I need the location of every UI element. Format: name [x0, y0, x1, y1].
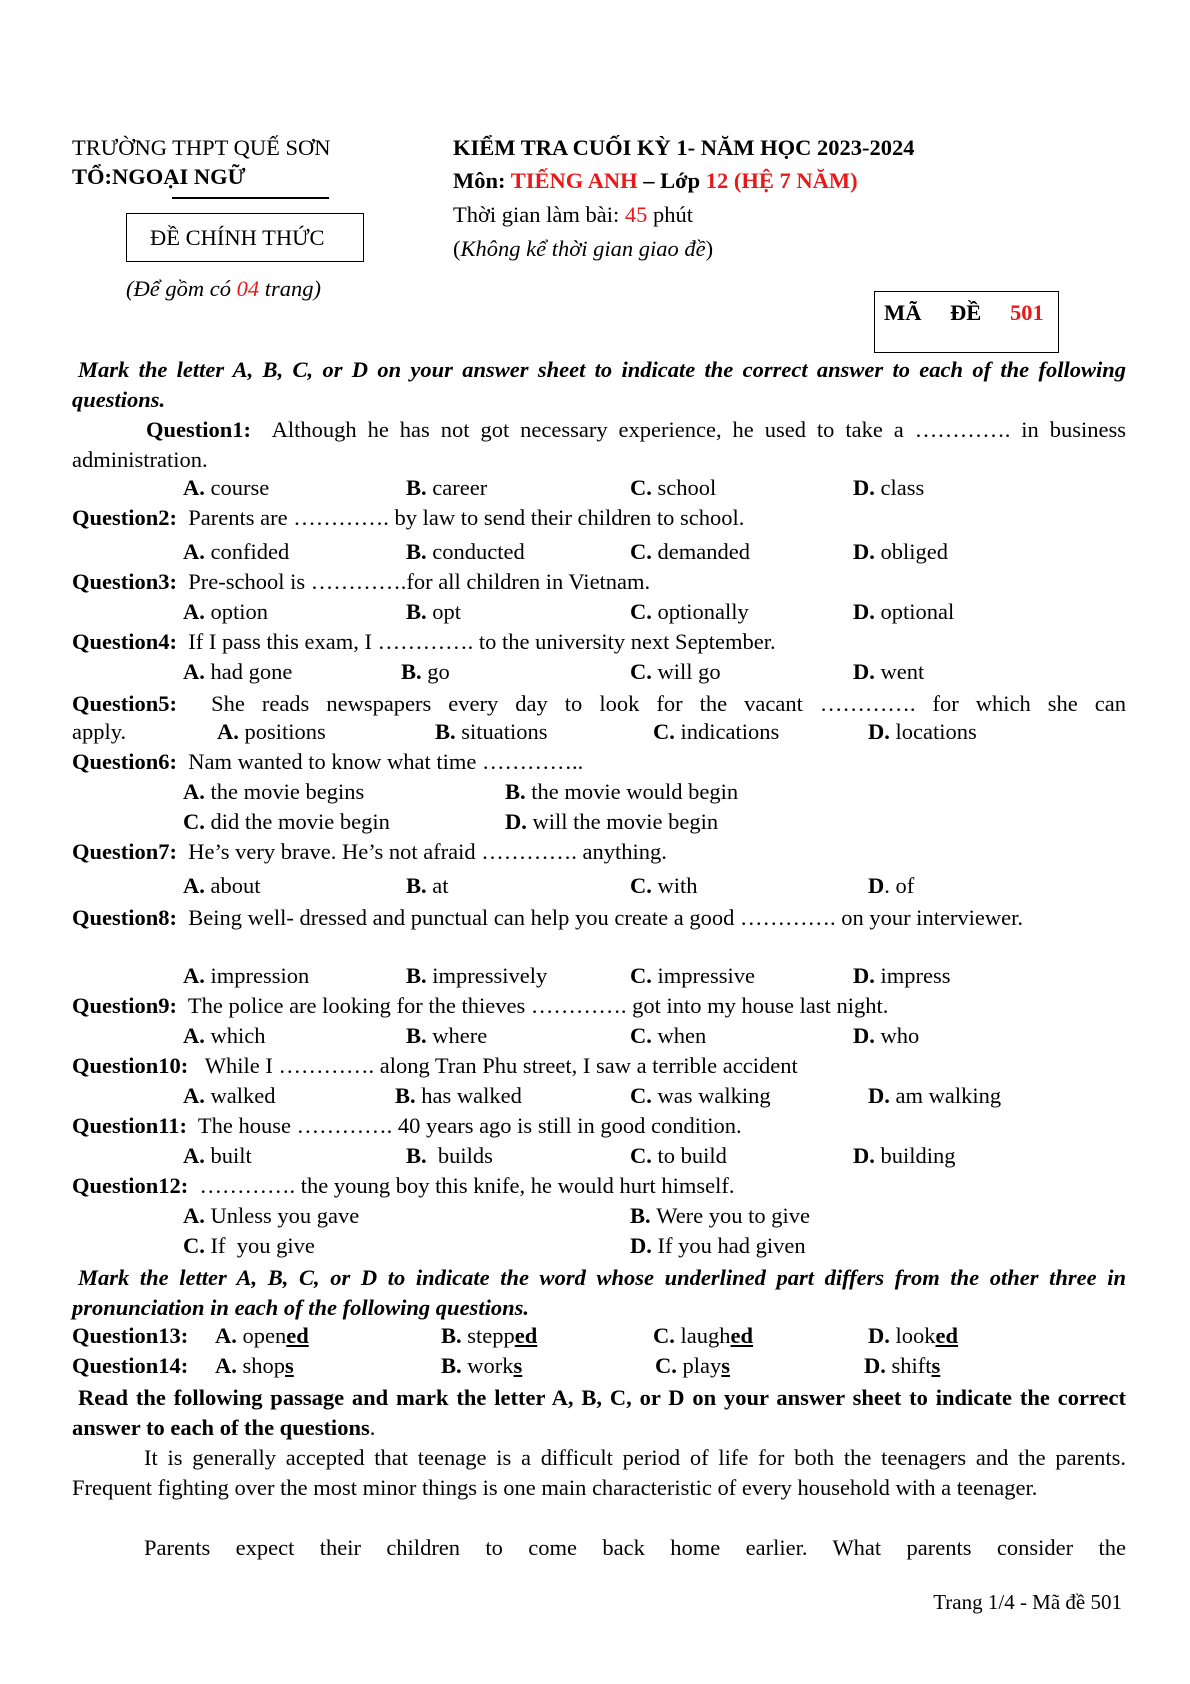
questions-q12-c: If you give	[210, 1233, 315, 1258]
q1-option-b[interactable]	[406, 475, 487, 501]
pron-q14-a-pre: shop	[242, 1353, 286, 1378]
pron-q13-c-pre: laugh	[680, 1323, 731, 1348]
letters-c: C.	[630, 1143, 652, 1168]
questions-q9-c: when	[657, 1023, 707, 1048]
letters-d: D.	[505, 809, 527, 834]
time-note-text: Không kể thời gian giao đề	[460, 236, 706, 261]
questions-q7-b: at	[432, 873, 449, 898]
q10-option-d[interactable]	[868, 1083, 1001, 1109]
questions-q5-c: indications	[680, 719, 780, 744]
pages-count: 04	[236, 276, 260, 301]
question-7	[72, 839, 667, 865]
question-12	[72, 1173, 734, 1199]
question-6	[72, 749, 583, 775]
letters-d: D.	[868, 1323, 890, 1348]
section1-instruction: Mark the letter A, B, C, or D on your answer sheet to indicate the correct answer to each of the following questions.	[72, 357, 1126, 412]
questions-q2-c: demanded	[657, 539, 750, 564]
section2-instruction: Mark the letter A, B, C, or D to indicate the word whose underlined part differs from the other three in pronunciation in each of the following questions.	[72, 1265, 1126, 1320]
letters-c: C.	[653, 1323, 675, 1348]
q3-option-d[interactable]	[853, 599, 954, 625]
letters-c: C.	[630, 1023, 652, 1048]
pron-q13-b-pre: stepp	[467, 1323, 515, 1348]
pages-note	[126, 276, 321, 302]
q5-option-c[interactable]	[653, 719, 779, 745]
letters-d: D.	[630, 1233, 652, 1258]
pron-q14-a-ul: s	[285, 1353, 294, 1378]
letters-a: A.	[215, 1323, 237, 1348]
questions-q10-c: was walking	[657, 1083, 771, 1108]
letters-c: C.	[630, 475, 652, 500]
questions-q6-d: will the movie begin	[532, 809, 719, 834]
questions-q9-d: who	[880, 1023, 920, 1048]
q2-option-a[interactable]	[183, 539, 289, 565]
question-9-label: Question9:	[72, 993, 178, 1018]
question-12-label: Question12:	[72, 1173, 189, 1198]
question-2-stem: Parents are …………. by law to send their children to school.	[188, 505, 745, 530]
questions-q7-d: of	[895, 873, 915, 898]
letters-d: D.	[868, 719, 890, 744]
exam-code-label-1: MÃ	[884, 300, 922, 325]
questions-q8-b: impressively	[432, 963, 548, 988]
question-4	[72, 629, 776, 655]
q6-option-b[interactable]	[505, 779, 738, 805]
question-3	[72, 569, 650, 595]
questions-q10-b: has walked	[421, 1083, 522, 1108]
q12-option-d[interactable]	[630, 1233, 806, 1259]
q8-option-b[interactable]	[406, 963, 547, 989]
q13-option-d[interactable]	[868, 1323, 958, 1349]
letters-d-plain: D	[868, 873, 885, 898]
questions-q10-a: walked	[210, 1083, 276, 1108]
questions-q2-d: obliged	[880, 539, 948, 564]
questions-q1-a: course	[210, 475, 270, 500]
question-4-label: Question4:	[72, 629, 178, 654]
q12-option-b[interactable]	[630, 1203, 810, 1229]
question-1-stem: Although he has not got necessary experience, he used to take a …………. in business administration.	[72, 417, 1126, 472]
letters-b: B.	[505, 779, 526, 804]
letters-b: B.	[406, 963, 427, 988]
q13-option-b[interactable]	[441, 1323, 537, 1349]
letters-d: D.	[853, 599, 875, 624]
questions-q10-d: am walking	[895, 1083, 1002, 1108]
subject-value: TIẾNG ANH	[510, 168, 638, 193]
q6-option-a[interactable]	[183, 779, 364, 805]
question-1-label: Question1:	[146, 417, 252, 442]
question-5-stem: She reads newspapers every day to look for the vacant …………. for which she can	[211, 691, 1126, 716]
letters-b: B.	[441, 1353, 462, 1378]
grade-value: 12 (HỆ 7 NĂM)	[705, 168, 858, 193]
questions-q3-b: opt	[432, 599, 462, 624]
time-unit: phút	[647, 202, 693, 227]
department-name: TỔ:NGOẠI NGỮ	[72, 164, 246, 189]
questions-q4-b: go	[427, 659, 450, 684]
letters-b: B.	[435, 719, 456, 744]
grade-label: – Lớp	[637, 168, 706, 193]
passage-paragraph-1: It is generally accepted that teenage is a difficult period of life for both the teenagers and the parents. Frequent fighting over the most minor things is one main characteristic of every household with a teenager.	[72, 1445, 1126, 1500]
question-7-label: Question7:	[72, 839, 178, 864]
letters-c: C.	[630, 963, 652, 988]
q8-option-c[interactable]	[630, 963, 755, 989]
letters-b: B.	[401, 659, 422, 684]
q5-option-b[interactable]	[435, 719, 548, 745]
letters-b: B.	[395, 1083, 416, 1108]
question-7-stem: He’s very brave. He’s not afraid …………. anything.	[188, 839, 667, 864]
q11-option-a[interactable]	[183, 1143, 252, 1169]
question-14-label: Question14:	[72, 1353, 189, 1378]
letters-b: B.	[441, 1323, 462, 1348]
questions-q1-c: school	[657, 475, 717, 500]
page-footer: Trang 1/4 - Mã đề 501	[933, 1590, 1122, 1614]
question-10-label: Question10:	[72, 1053, 189, 1078]
exam-code-value: 501	[1010, 300, 1044, 325]
letters-a: A.	[217, 719, 239, 744]
question-11-stem: The house …………. 40 years ago is still in good condition.	[197, 1113, 742, 1138]
subject-label: Môn:	[453, 168, 511, 193]
question-2-label: Question2:	[72, 505, 178, 530]
letters-b: B.	[406, 873, 427, 898]
letters-c: C.	[183, 809, 205, 834]
letters-a: A.	[183, 475, 205, 500]
q9-option-a[interactable]	[183, 1023, 266, 1049]
q4-option-d[interactable]	[853, 659, 924, 685]
question-4-stem: If I pass this exam, I …………. to the university next September.	[188, 629, 776, 654]
q3-option-b[interactable]	[406, 599, 461, 625]
pron-q14-d-ul: s	[931, 1353, 941, 1378]
question-10	[72, 1053, 798, 1079]
time-value: 45	[624, 202, 648, 227]
letters-c: C.	[630, 659, 652, 684]
q14-option-d[interactable]	[864, 1353, 940, 1379]
pron-q14-d-pre: shift	[891, 1353, 932, 1378]
letters-a: A.	[183, 659, 205, 684]
letters-a: A.	[183, 873, 205, 898]
question-6-stem: Nam wanted to know what time …………..	[188, 749, 584, 774]
letters-b: B.	[406, 599, 427, 624]
letters-d: D.	[868, 1083, 890, 1108]
questions-q9-b: where	[432, 1023, 488, 1048]
questions-q8-a: impression	[210, 963, 310, 988]
questions-q7-c: with	[657, 873, 698, 898]
time-label: Thời gian làm bài:	[453, 202, 625, 227]
question-9	[72, 993, 888, 1019]
question-2	[72, 505, 744, 531]
q1-option-d[interactable]	[853, 475, 924, 501]
letters-c: C.	[183, 1233, 205, 1258]
pages-note-post: trang)	[259, 276, 321, 301]
question-9-stem: The police are looking for the thieves …………. got into my house last night.	[187, 993, 889, 1018]
q10-option-c[interactable]	[630, 1083, 771, 1109]
q7-option-c[interactable]	[630, 873, 698, 899]
questions-q12-b: Were you to give	[656, 1203, 811, 1228]
question-5-end: apply.	[72, 719, 127, 744]
q8-option-a[interactable]	[183, 963, 309, 989]
letters-d: D.	[853, 1143, 875, 1168]
question-5	[72, 689, 1126, 719]
questions-q4-d: went	[880, 659, 925, 684]
pron-q13-d-pre: look	[895, 1323, 936, 1348]
section3-instruction	[72, 1383, 1126, 1443]
letters-c: C.	[653, 719, 675, 744]
q11-option-b[interactable]	[406, 1143, 493, 1169]
letters-d: D.	[853, 1023, 875, 1048]
letters-a: A.	[183, 779, 205, 804]
q7-option-b[interactable]	[406, 873, 449, 899]
q7-option-d[interactable]: D. of	[868, 873, 915, 898]
letters-a: A.	[183, 963, 205, 988]
letters-b: B.	[406, 1023, 427, 1048]
questions-q4-a: had gone	[210, 659, 293, 684]
letters-a: A.	[183, 1023, 205, 1048]
header-divider	[172, 197, 329, 199]
questions-q2-a: confided	[210, 539, 290, 564]
q14-option-c[interactable]	[655, 1353, 730, 1379]
q6-option-d[interactable]	[505, 809, 718, 835]
letters-a: A.	[183, 539, 205, 564]
questions-q5-d: locations	[895, 719, 977, 744]
question-1	[72, 415, 1126, 475]
questions-q8-c: impressive	[657, 963, 755, 988]
q9-option-c[interactable]	[630, 1023, 706, 1049]
letters-c: C.	[630, 539, 652, 564]
pron-q13-c-ul: ed	[730, 1323, 753, 1348]
letters-a: A.	[183, 1083, 205, 1108]
question-3-label: Question3:	[72, 569, 178, 594]
letters-a: A.	[215, 1353, 237, 1378]
q4-option-a[interactable]	[183, 659, 292, 685]
letters-d: D.	[853, 539, 875, 564]
q4-option-b[interactable]	[401, 659, 450, 685]
question-6-label: Question6:	[72, 749, 178, 774]
letters-b: B.	[406, 475, 427, 500]
questions-q7-a: about	[210, 873, 261, 898]
q7-option-a[interactable]	[183, 873, 261, 899]
question-8	[72, 903, 1126, 933]
letters-c: C.	[630, 873, 652, 898]
q12-option-a[interactable]	[183, 1203, 359, 1229]
letters-b: B.	[406, 1143, 427, 1168]
q1-option-c[interactable]	[630, 475, 716, 501]
questions-q3-a: option	[210, 599, 269, 624]
questions-q6-a: the movie begins	[210, 779, 365, 804]
letters-c: C.	[630, 1083, 652, 1108]
questions-q2-b: conducted	[432, 539, 525, 564]
q2-option-b[interactable]	[406, 539, 525, 565]
q14-option-a[interactable]	[215, 1353, 294, 1379]
passage-paragraph-2: Parents expect their children to come back home earlier. What parents consider the	[144, 1535, 1126, 1560]
questions-q9-a: which	[210, 1023, 266, 1048]
official-label: ĐỀ CHÍNH THỨC	[150, 225, 325, 250]
questions-q11-a: built	[210, 1143, 252, 1168]
q10-option-b[interactable]	[395, 1083, 522, 1109]
question-5-label: Question5:	[72, 691, 178, 716]
questions-q8-d: impress	[880, 963, 951, 988]
questions-q4-c: will go	[657, 659, 721, 684]
letters-b: B.	[630, 1203, 651, 1228]
q9-option-d[interactable]	[853, 1023, 919, 1049]
question-8-label: Question8:	[72, 905, 178, 930]
q5-option-d[interactable]	[868, 719, 977, 745]
q9-option-b[interactable]	[406, 1023, 487, 1049]
pron-q14-c-ul: s	[721, 1353, 731, 1378]
q6-option-c[interactable]	[183, 809, 390, 835]
questions-q1-b: career	[432, 475, 488, 500]
pron-q14-b-ul: s	[513, 1353, 523, 1378]
pron-q13-a-ul: ed	[286, 1323, 309, 1348]
letters-c: C.	[655, 1353, 677, 1378]
questions-q12-a: Unless you gave	[210, 1203, 360, 1228]
pron-q14-c-pre: play	[682, 1353, 722, 1378]
question-8-stem: Being well- dressed and punctual can help you create a good …………. on your interviewer.	[188, 905, 1024, 930]
questions-q11-c: to build	[657, 1143, 727, 1168]
questions-q11-d: building	[880, 1143, 956, 1168]
q5-option-a[interactable]	[217, 719, 326, 745]
questions-q12-d: If you had given	[657, 1233, 806, 1258]
questions-q5-b: situations	[461, 719, 548, 744]
questions-q3-d: optional	[880, 599, 955, 624]
q11-option-d[interactable]	[853, 1143, 956, 1169]
exam-code-label-2: ĐỀ	[950, 300, 982, 325]
letters-c: C.	[630, 599, 652, 624]
question-12-stem: …………. the young boy this knife, he would hurt himself.	[199, 1173, 735, 1198]
questions-q5-a: positions	[244, 719, 326, 744]
letters-d: D.	[864, 1353, 886, 1378]
question-11	[72, 1113, 742, 1139]
q2-option-d[interactable]	[853, 539, 948, 565]
questions-q6-b: the movie would begin	[531, 779, 739, 804]
letters-a: A.	[183, 599, 205, 624]
q11-option-c[interactable]	[630, 1143, 727, 1169]
letters-a: A.	[183, 1203, 205, 1228]
question-3-stem: Pre-school is ………….for all children in Vietnam.	[188, 569, 651, 594]
pron-q13-a-pre: open	[242, 1323, 287, 1348]
exam-title: KIỂM TRA CUỐI KỲ 1- NĂM HỌC 2023-2024	[453, 135, 915, 160]
letters-b: B.	[406, 539, 427, 564]
letters-a: A.	[183, 1143, 205, 1168]
subject-line	[453, 168, 858, 194]
pages-note-pre: (Để gồm có	[126, 276, 237, 301]
q14-option-b[interactable]	[441, 1353, 522, 1379]
pron-q13-b-ul: ed	[514, 1323, 538, 1348]
q10-option-a[interactable]	[183, 1083, 275, 1109]
q13-option-c[interactable]	[653, 1323, 753, 1349]
question-11-label: Question11:	[72, 1113, 188, 1138]
questions-q11-b: builds	[437, 1143, 493, 1168]
q2-option-c[interactable]	[630, 539, 750, 565]
q13-option-a[interactable]	[215, 1323, 309, 1349]
letters-d: D.	[853, 963, 875, 988]
letters-d: D.	[853, 475, 875, 500]
section3-instruction-text: Read the following passage and mark the letter A, B, C, or D on your answer sheet to indicate the correct answer to each of the questions	[72, 1385, 1126, 1440]
q1-option-a[interactable]	[183, 475, 269, 501]
q12-option-c[interactable]	[183, 1233, 315, 1259]
q3-option-a[interactable]	[183, 599, 268, 625]
q8-option-d[interactable]	[853, 963, 951, 989]
questions-q6-c: did the movie begin	[210, 809, 390, 834]
pron-q14-b-pre: work	[467, 1353, 514, 1378]
questions-q3-c: optionally	[657, 599, 749, 624]
q3-option-c[interactable]	[630, 599, 749, 625]
school-name: TRƯỜNG THPT QUẾ SƠN	[72, 135, 331, 160]
question-10-stem: While I …………. along Tran Phu street, I saw a terrible accident	[204, 1053, 798, 1078]
pron-q13-d-ul: ed	[935, 1323, 959, 1348]
section3-instruction-end: .	[369, 1415, 376, 1440]
questions-q1-d: class	[880, 475, 925, 500]
time-line	[453, 202, 693, 228]
letters-d: D.	[853, 659, 875, 684]
question-13-label: Question13:	[72, 1323, 189, 1348]
q4-option-c[interactable]	[630, 659, 721, 685]
time-note: (Không kể thời gian giao đề)	[453, 236, 714, 261]
